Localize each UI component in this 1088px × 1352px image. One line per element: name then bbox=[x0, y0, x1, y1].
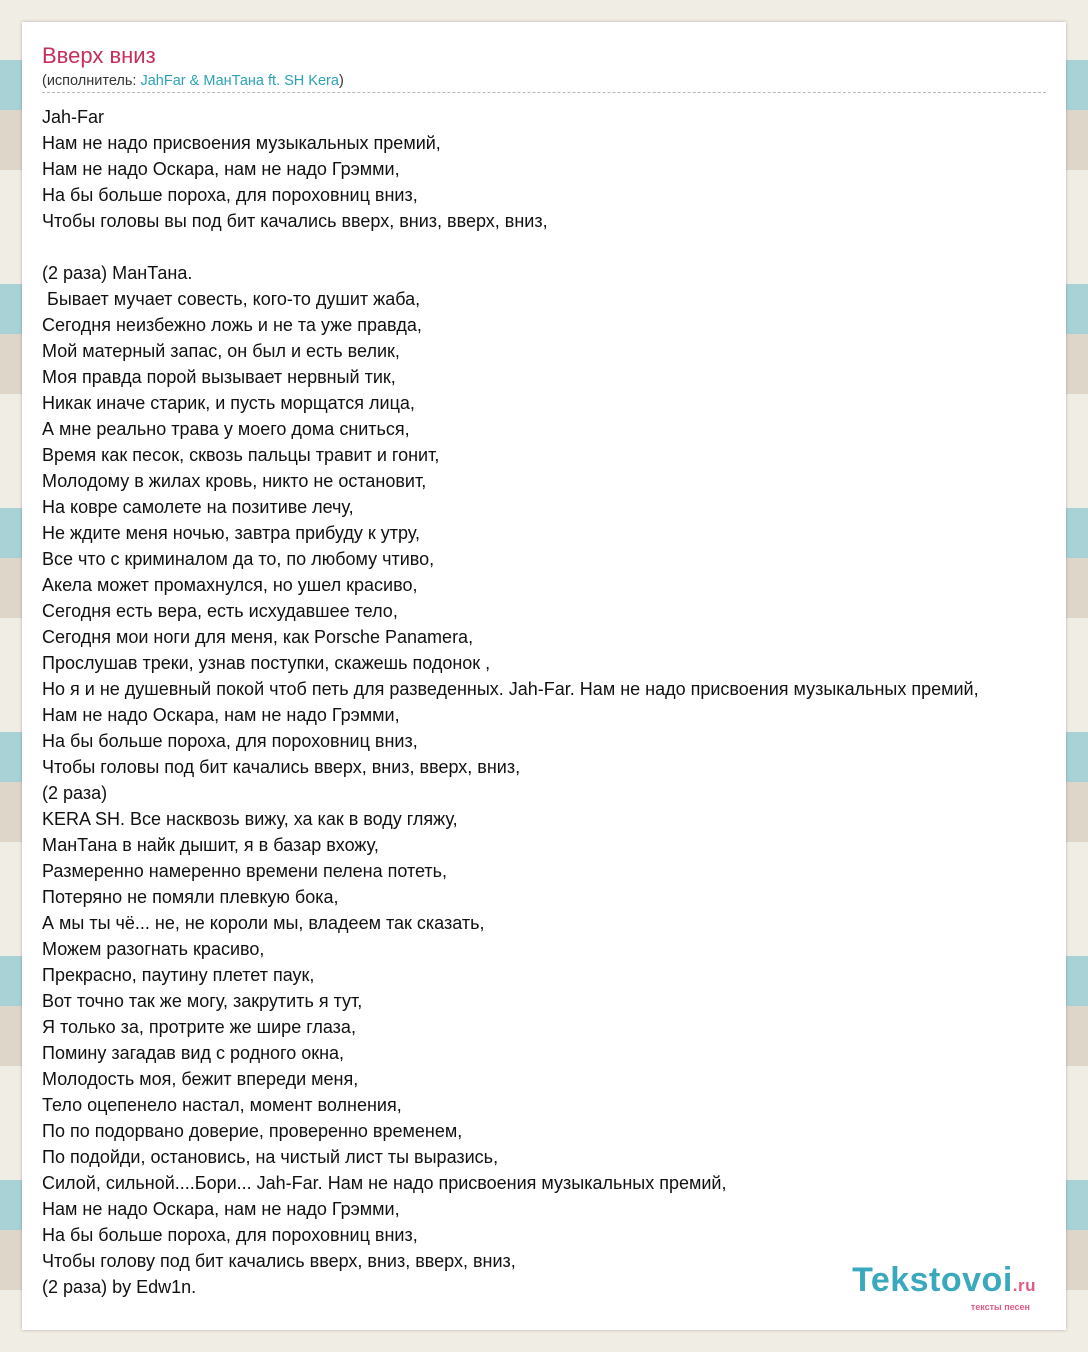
watermark-logo bbox=[852, 1261, 1036, 1300]
lyric-line: МанТана в найк дышит, я в базар вхожу, bbox=[42, 835, 379, 855]
lyric-line: Нам не надо присвоения музыкальных премий, bbox=[42, 133, 441, 153]
lyric-line: Акела может промахнулся, но ушел красиво, bbox=[42, 575, 418, 595]
site-watermark bbox=[852, 1261, 1036, 1312]
lyric-line: На бы больше пороха, для пороховниц вниз, bbox=[42, 731, 418, 751]
lyrics-body bbox=[42, 104, 1066, 1300]
lyric-line: Все что с криминалом да то, по любому чтиво, bbox=[42, 549, 435, 569]
lyric-line: Можем разогнать красиво, bbox=[42, 939, 265, 959]
lyric-line: Сегодня мои ноги для меня, как Porsche Panamera, bbox=[42, 627, 474, 647]
lyric-line: Нам не надо Оскара, нам не надо Грэмми, bbox=[42, 705, 400, 725]
watermark-tagline: тексты песен bbox=[970, 1302, 1030, 1312]
lyric-line: Нам не надо Оскара, нам не надо Грэмми, bbox=[42, 1199, 400, 1219]
lyric-line: Сегодня есть вера, есть исхудавшее тело, bbox=[42, 601, 398, 621]
lyric-line: Прекрасно, паутину плетет паук, bbox=[42, 965, 315, 985]
dashed-divider bbox=[42, 92, 1046, 93]
lyric-line: Моя правда порой вызывает нервный тик, bbox=[42, 367, 396, 387]
lyric-line: (2 раза) МанТана. bbox=[42, 263, 193, 283]
watermark-brand: Tekstovoi bbox=[852, 1261, 1013, 1299]
artist-suffix: ) bbox=[338, 73, 344, 89]
watermark-tld: .ru bbox=[1012, 1276, 1036, 1295]
lyric-line: Я только за, протрите же шире глаза, bbox=[42, 1017, 356, 1037]
artist-prefix: (исполнитель: bbox=[42, 73, 141, 89]
lyric-line: (2 раза) by Edw1n. bbox=[42, 1277, 197, 1297]
lyric-line: Помину загадав вид с родного окна, bbox=[42, 1043, 345, 1063]
lyric-line: KERA SH. Все насквозь вижу, ха как в воду гляжу, bbox=[42, 809, 458, 829]
lyric-line: Потеряно не помяли плевкую бока, bbox=[42, 887, 339, 907]
song-title: Вверх вниз bbox=[42, 43, 156, 68]
lyric-line: По по подорвано доверие, проверенно временем, bbox=[42, 1121, 463, 1141]
lyric-line: Тело оцепенело настал, момент волнения, bbox=[42, 1095, 402, 1115]
lyric-line: А мы ты чё... не, не короли мы, владеем так сказать, bbox=[42, 913, 485, 933]
lyric-line: Молодому в жилах кровь, никто не остановит, bbox=[42, 471, 427, 491]
lyric-line: Не ждите меня ночью, завтра прибуду к утру, bbox=[42, 523, 421, 543]
artist-link[interactable]: JahFar & МанТана ft. SH Kera bbox=[140, 73, 339, 89]
lyric-line: Чтобы головы под бит качались вверх, вниз, вверх, вниз, bbox=[42, 757, 521, 777]
lyric-line bbox=[42, 234, 1066, 260]
artist-line bbox=[42, 73, 344, 89]
lyric-line: Бывает мучает совесть, кого-то душит жаба, bbox=[42, 289, 421, 309]
lyric-line: Силой, сильной....Бори... Jah-Far. Нам не надо присвоения музыкальных премий, bbox=[42, 1173, 727, 1193]
lyrics-card bbox=[22, 22, 1066, 1330]
lyric-line: На ковре самолете на позитиве лечу, bbox=[42, 497, 354, 517]
lyric-line: На бы больше пороха, для пороховниц вниз, bbox=[42, 185, 418, 205]
lyric-line: По подойди, остановись, на чистый лист ты выразись, bbox=[42, 1147, 499, 1167]
lyric-line: А мне реально трава у моего дома сниться, bbox=[42, 419, 410, 439]
lyric-line: Прослушав треки, узнав поступки, скажешь подонок , bbox=[42, 653, 491, 673]
lyric-line: Чтобы голову под бит качались вверх, вниз, вверх, вниз, bbox=[42, 1251, 516, 1271]
lyric-line: Никак иначе старик, и пусть морщатся лица, bbox=[42, 393, 415, 413]
lyric-line: Молодость моя, бежит впереди меня, bbox=[42, 1069, 359, 1089]
lyric-line: Вот точно так же могу, закрутить я тут, bbox=[42, 991, 363, 1011]
lyric-line: Размеренно намеренно времени пелена потеть, bbox=[42, 861, 448, 881]
lyric-line: Мой матерный запас, он был и есть велик, bbox=[42, 341, 400, 361]
lyric-line: (2 раза) bbox=[42, 783, 108, 803]
lyric-line: Но я и не душевный покой чтоб петь для разведенных. Jah-Far. Нам не надо присвоения музыкальных премий, bbox=[42, 679, 979, 699]
lyric-line: Нам не надо Оскара, нам не надо Грэмми, bbox=[42, 159, 400, 179]
lyric-line: Сегодня неизбежно ложь и не та уже правда, bbox=[42, 315, 422, 335]
lyric-line: Jah-Far bbox=[42, 107, 105, 127]
lyric-line: На бы больше пороха, для пороховниц вниз, bbox=[42, 1225, 418, 1245]
lyric-line: Время как песок, сквозь пальцы травит и гонит, bbox=[42, 445, 440, 465]
lyric-line: Чтобы головы вы под бит качались вверх, вниз, вверх, вниз, bbox=[42, 211, 548, 231]
